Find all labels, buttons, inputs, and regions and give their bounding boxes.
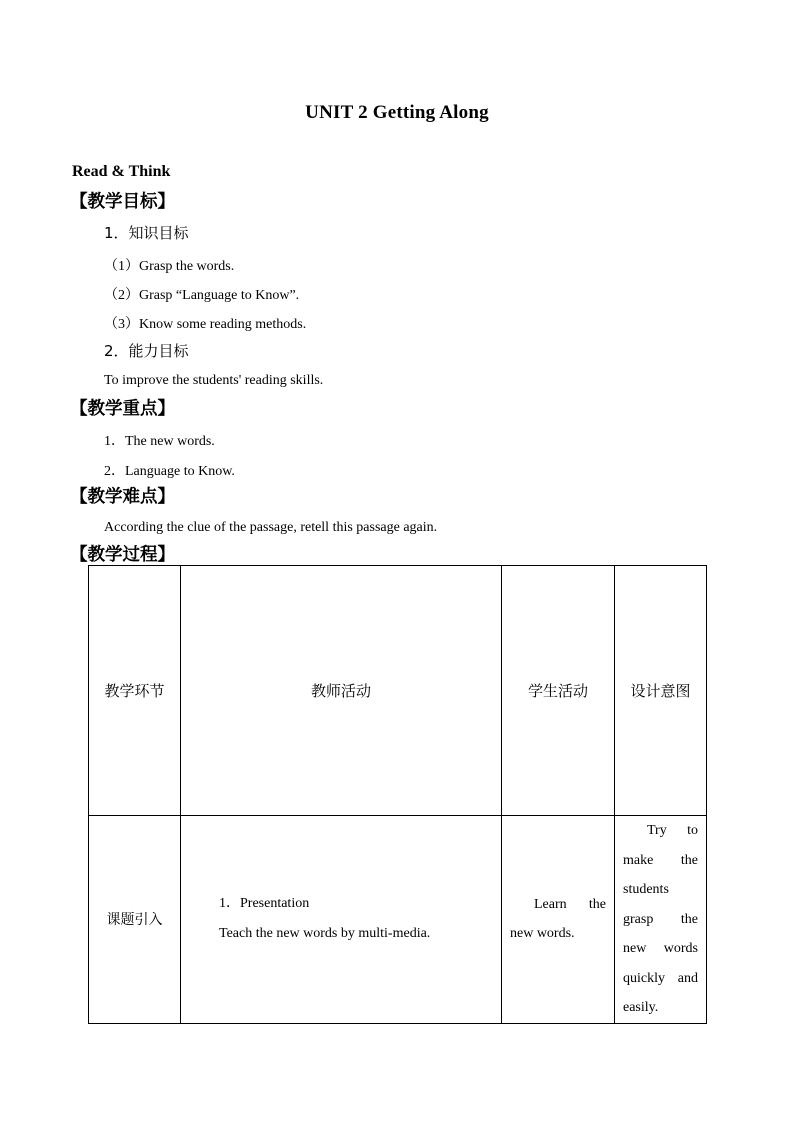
- ability-goal-text: To improve the students' reading skills.: [104, 373, 324, 388]
- knowledge-goal-item: （2）Grasp “Language to Know”.: [104, 288, 300, 303]
- design-intent-cell: [615, 816, 707, 1024]
- table-row: [89, 816, 707, 1024]
- design-intent-text: Try to make the students grasp the new words quickly and easily.: [623, 823, 698, 1015]
- ability-goal-heading: 2．能力目标: [104, 342, 189, 360]
- header-stage: 教学环节: [89, 566, 181, 816]
- header-design-intent: 设计意图: [615, 566, 707, 816]
- difficulty-text: According the clue of the passage, retell this passage again.: [104, 520, 438, 535]
- section-key-points: 【教学重点】: [70, 399, 175, 419]
- teacher-activity-text: Teach the new words by multi-media.: [219, 926, 431, 942]
- lesson-subtitle: Read & Think: [72, 163, 171, 180]
- knowledge-goal-heading: 1．知识目标: [104, 224, 189, 242]
- stage-cell: 课题引入: [89, 816, 181, 1024]
- section-objectives: 【教学目标】: [70, 192, 175, 212]
- teacher-activity-title: 1．Presentation: [219, 896, 310, 912]
- teaching-process-table: [88, 565, 707, 1024]
- header-student-activity: 学生活动: [502, 566, 615, 816]
- header-teacher-activity: 教师活动: [181, 566, 502, 816]
- key-point-item: 2．Language to Know.: [104, 464, 235, 479]
- key-point-item: 1．The new words.: [104, 434, 215, 449]
- section-difficulties: 【教学难点】: [70, 487, 175, 507]
- student-activity-cell: [502, 816, 615, 1024]
- student-activity-text: Learn the new words.: [510, 897, 606, 942]
- section-process: 【教学过程】: [70, 545, 175, 565]
- knowledge-goal-item: （3）Know some reading methods.: [104, 317, 307, 332]
- knowledge-goal-item: （1）Grasp the words.: [104, 259, 235, 274]
- document-title: UNIT 2 Getting Along: [305, 102, 489, 123]
- table-header-row: [89, 566, 707, 816]
- teacher-activity-cell: [181, 816, 502, 1024]
